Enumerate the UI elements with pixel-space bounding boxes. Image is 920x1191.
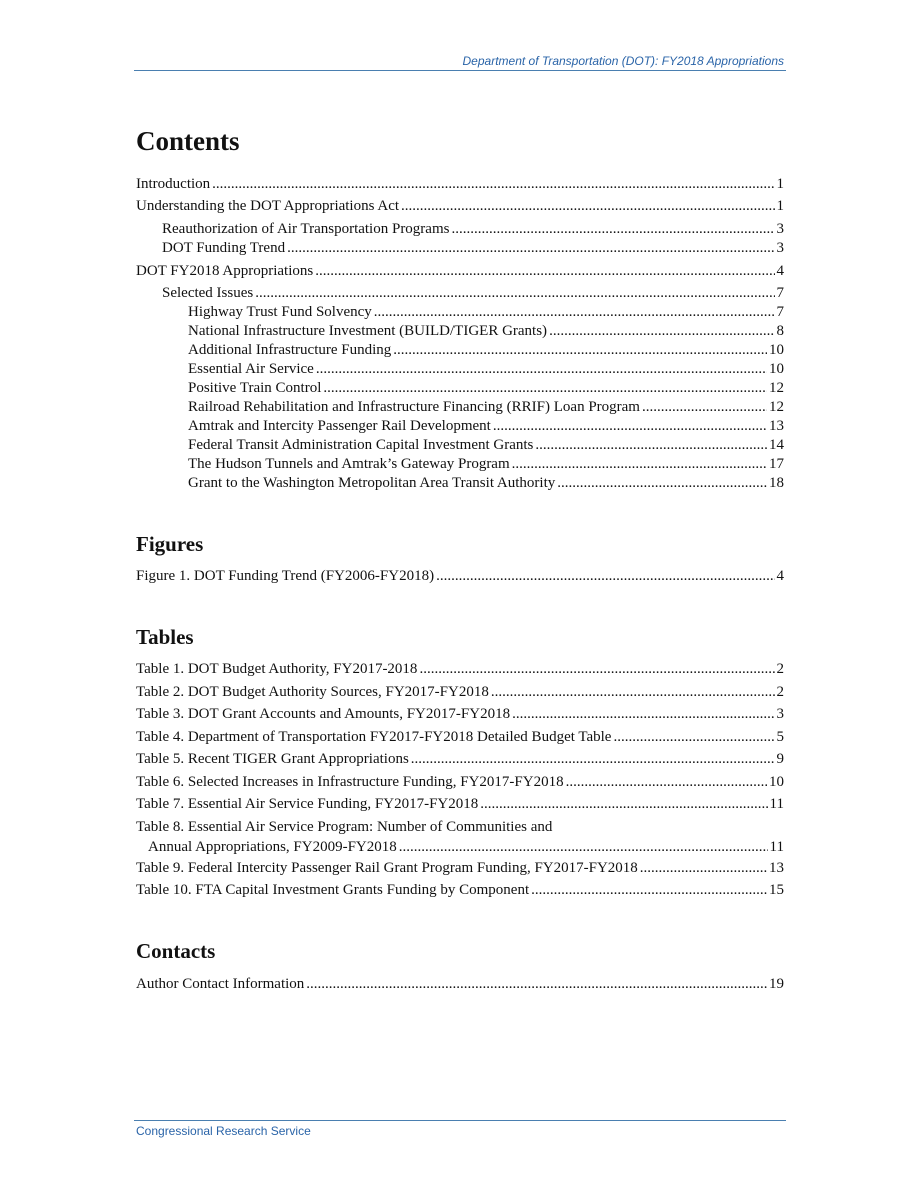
toc-entry-page: 13 [769,418,784,434]
toc-entry-title: Federal Transit Administration Capital Investment Grants [188,437,534,453]
dot-leader [535,436,767,454]
contact-entry-author[interactable] [136,975,784,993]
table-entry-title: Table 9. Federal Intercity Passenger Rail Grant Program Funding, FY2017-FY2018 [136,860,638,876]
dot-leader [393,341,767,359]
table-entry-page: 3 [776,706,784,722]
figures-heading: Figures [136,532,204,556]
toc-entry-page: 7 [776,285,784,301]
toc-entry-page: 7 [776,304,784,320]
dot-leader [531,881,767,899]
table-entry-9[interactable] [136,859,784,877]
toc-entry-title: Understanding the DOT Appropriations Act [136,198,400,214]
toc-entry-reauthorization[interactable] [162,220,784,238]
table-entry-title: Table 1. DOT Budget Authority, FY2017-2018 [136,661,418,677]
running-header [134,54,786,71]
figure-entry-page: 4 [776,568,784,584]
toc-entry-title: Selected Issues [162,285,254,301]
table-entry-page: 13 [769,860,784,876]
toc-entry-title: Additional Infrastructure Funding [188,342,392,358]
table-entry-title: Table 8. Essential Air Service Program: Number of Communities and [136,819,553,835]
dot-leader [640,859,767,877]
table-entry-title: Table 5. Recent TIGER Grant Appropriations [136,751,409,767]
dot-leader [549,322,774,340]
table-entry-title: Table 6. Selected Increases in Infrastructure Funding, FY2017-FY2018 [136,774,564,790]
table-entry-2[interactable] [136,683,784,701]
dot-leader [315,262,774,280]
dot-leader [480,795,767,813]
toc-entry-additional-infrastructure[interactable] [188,341,784,359]
toc-entry-page: 10 [769,361,784,377]
dot-leader [512,455,767,473]
dot-leader [613,728,774,746]
toc-entry-introduction[interactable] [136,175,784,193]
toc-entry-essential-air-service[interactable] [188,360,784,378]
toc-entry-page: 1 [776,176,784,192]
toc-entry-fy2018-appropriations[interactable] [136,262,784,280]
toc-entry-page: 3 [776,221,784,237]
dot-leader [419,660,774,678]
contact-entry-title: Author Contact Information [136,976,305,992]
toc-entry-title: The Hudson Tunnels and Amtrak’s Gateway Program [188,456,510,472]
table-entry-title: Table 3. DOT Grant Accounts and Amounts, FY2017-FY2018 [136,706,511,722]
running-footer [134,1120,786,1138]
toc-entry-funding-trend[interactable] [162,239,784,257]
figure-entry-1[interactable] [136,567,784,585]
toc-entry-positive-train-control[interactable] [188,379,784,397]
toc-entry-selected-issues[interactable] [162,284,784,302]
dot-leader [557,474,767,492]
dot-leader [411,750,775,768]
table-entry-6[interactable] [136,773,784,791]
table-entry-title: Table 4. Department of Transportation FY2017-FY2018 Detailed Budget Table [136,729,612,745]
toc-entry-page: 12 [769,380,784,396]
toc-entry-page: 8 [776,323,784,339]
toc-entry-fta-capital-investment[interactable] [188,436,784,454]
table-entry-10[interactable] [136,881,784,899]
toc-entry-page: 14 [769,437,784,453]
dot-leader [323,379,767,397]
toc-entry-amtrak-intercity[interactable] [188,417,784,435]
toc-entry-title: DOT Funding Trend [162,240,286,256]
toc-entry-title: Amtrak and Intercity Passenger Rail Development [188,418,491,434]
toc-entry-page: 10 [769,342,784,358]
table-entry-page: 10 [769,774,784,790]
header-title: Department of Transportation (DOT): FY2018 Appropriations [462,54,784,68]
table-entry-3[interactable] [136,705,784,723]
table-entry-1[interactable] [136,660,784,678]
tables-heading: Tables [136,625,194,649]
dot-leader [255,284,774,302]
dot-leader [493,417,767,435]
table-entry-page: 11 [769,839,784,855]
contents-heading: Contents [136,126,240,156]
toc-entry-page: 3 [776,240,784,256]
dot-leader [306,975,767,993]
dot-leader [212,175,774,193]
table-entry-4[interactable] [136,728,784,746]
table-entry-page: 9 [776,751,784,767]
table-entry-title-continued: Annual Appropriations, FY2009-FY2018 [148,839,397,855]
dot-leader [401,197,774,215]
table-entry-page: 2 [776,684,784,700]
table-entry-page: 5 [776,729,784,745]
table-entry-8[interactable] [136,818,784,856]
toc-entry-page: 18 [769,475,784,491]
dot-leader [566,773,767,791]
dot-leader [491,683,775,701]
dot-leader [316,360,767,378]
table-entry-5[interactable] [136,750,784,768]
toc-entry-title: Essential Air Service [188,361,314,377]
toc-entry-title: Reauthorization of Air Transportation Programs [162,221,450,237]
toc-entry-page: 12 [769,399,784,415]
toc-entry-title: Grant to the Washington Metropolitan Area Transit Authority [188,475,556,491]
dot-leader [399,838,768,856]
toc-entry-understanding[interactable] [136,197,784,215]
toc-entry-title: National Infrastructure Investment (BUILD/TIGER Grants) [188,323,548,339]
table-entry-page: 15 [769,882,784,898]
toc-entry-title: Highway Trust Fund Solvency [188,304,372,320]
table-entry-title: Table 7. Essential Air Service Funding, FY2017-FY2018 [136,796,479,812]
toc-entry-national-infrastructure[interactable] [188,322,784,340]
toc-entry-title: Railroad Rehabilitation and Infrastructure Financing (RRIF) Loan Program [188,399,640,415]
toc-entry-highway-trust-fund[interactable] [188,303,784,321]
toc-entry-title: Introduction [136,176,211,192]
contact-entry-page: 19 [769,976,784,992]
toc-entry-wmata-grant[interactable] [188,474,784,492]
figure-entry-title: Figure 1. DOT Funding Trend (FY2006-FY2018) [136,568,435,584]
dot-leader [451,220,774,238]
toc-entry-hudson-tunnels[interactable] [188,455,784,473]
table-entry-title: Table 2. DOT Budget Authority Sources, FY2017-FY2018 [136,684,489,700]
dot-leader [287,239,774,257]
dot-leader [642,398,767,416]
dot-leader [512,705,774,723]
toc-entry-title: Positive Train Control [188,380,322,396]
contacts-heading: Contacts [136,939,216,963]
dot-leader [374,303,775,321]
toc-entry-rrif-loan-program[interactable] [188,398,784,416]
table-entry-title: Table 10. FTA Capital Investment Grants Funding by Component [136,882,530,898]
footer-text: Congressional Research Service [136,1124,311,1138]
table-entry-page: 11 [769,796,784,812]
table-entry-page: 2 [776,661,784,677]
toc-entry-title: DOT FY2018 Appropriations [136,263,314,279]
table-entry-7[interactable] [136,795,784,813]
toc-entry-page: 4 [776,263,784,279]
dot-leader [436,567,774,585]
toc-entry-page: 1 [776,198,784,214]
toc-entry-page: 17 [769,456,784,472]
